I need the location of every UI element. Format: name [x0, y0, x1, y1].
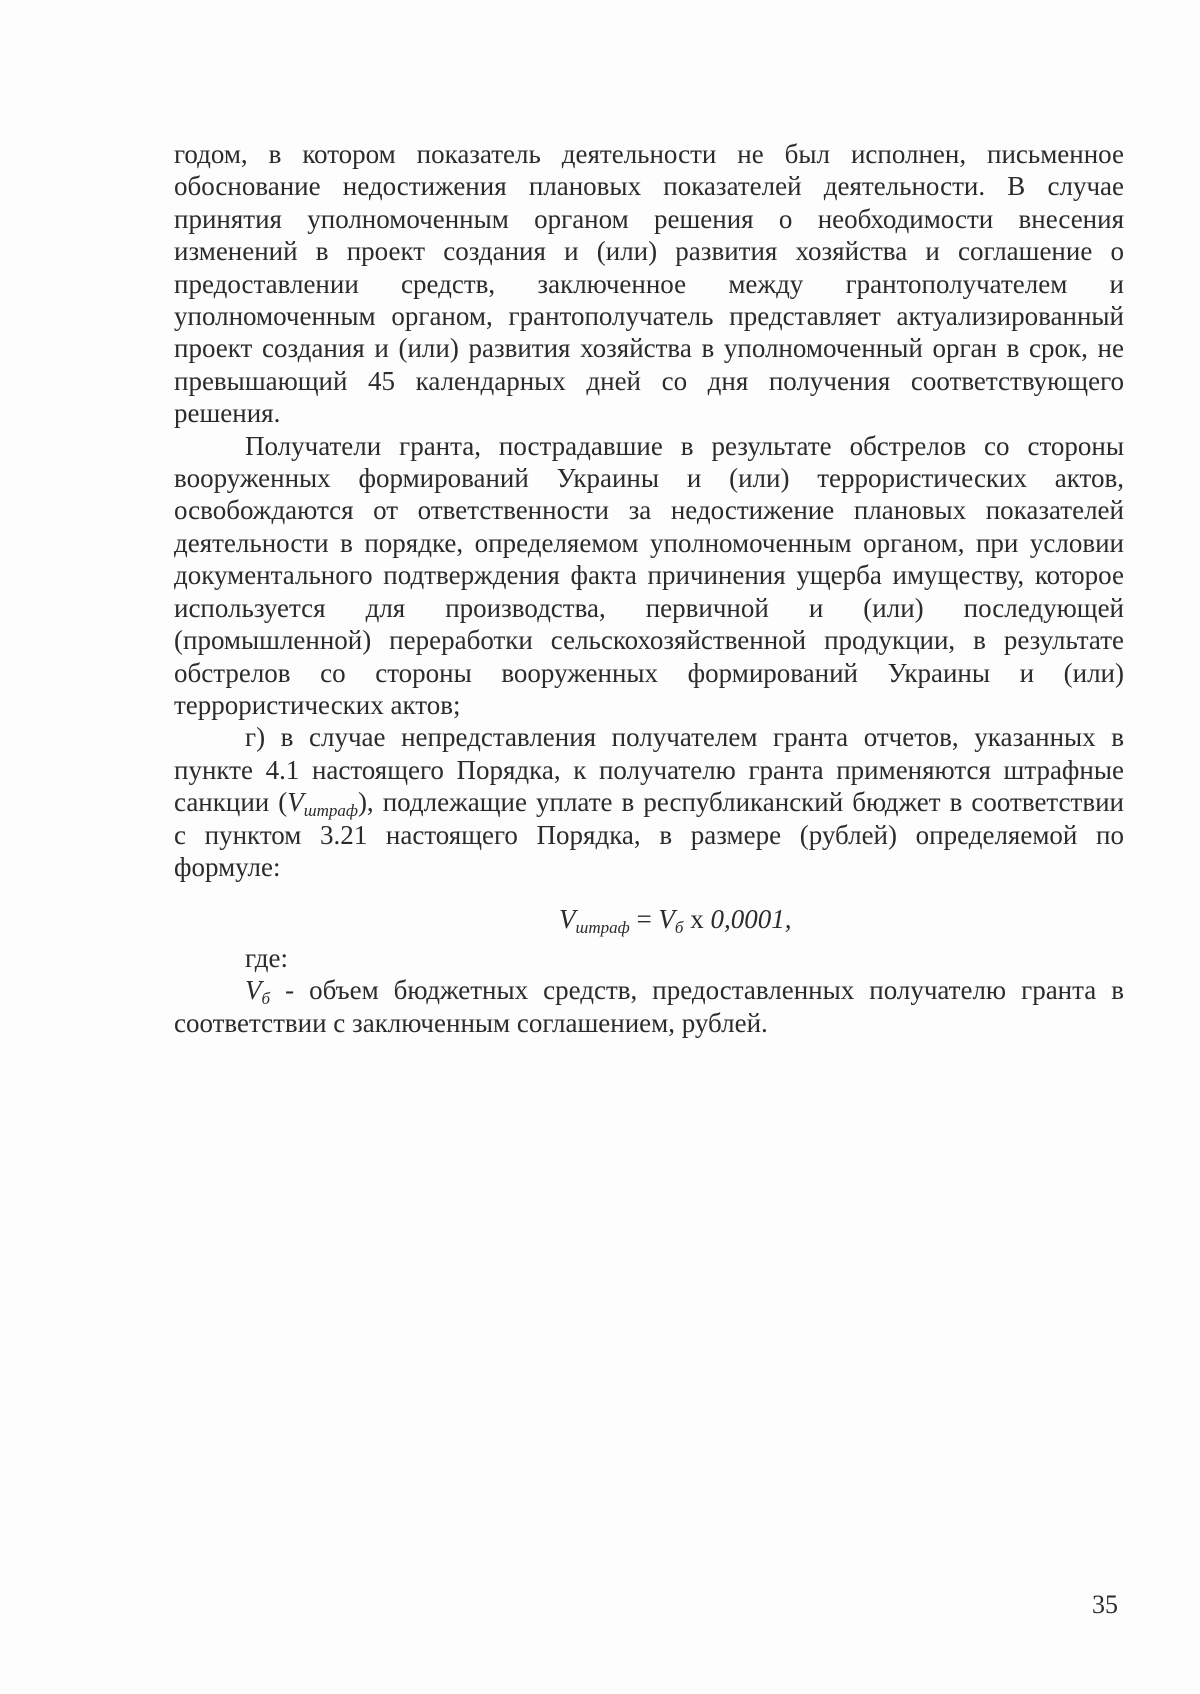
formula-equals: =: [629, 904, 659, 935]
where-label: где:: [245, 942, 288, 973]
formula-lhs-main: V: [559, 904, 576, 935]
body-text: [174, 138, 1124, 1039]
definition-budget-volume: [174, 974, 1124, 1039]
penalty-formula: [174, 903, 1124, 938]
penalty-text-after: ), подлежащие уплате в республиканский бюджет в соответствии с пунктом 3.21 настоящего Порядка, в размере (рублей) определяемой по формуле:: [174, 787, 1124, 882]
definition-symbol: [245, 975, 271, 1009]
definition-symbol-main: V: [245, 975, 262, 1006]
formula-rhs-main: V: [658, 904, 675, 935]
formula-coefficient: 0,0001,: [710, 904, 792, 935]
penalty-variable: [287, 787, 358, 821]
paragraph-exemption: Получатели гранта, пострадавшие в результате обстрелов со стороны вооруженных формирований Украины и (или) террористических актов, освобождаются от ответственности за недостижение плановых показателей деятельности в порядке, определяемом уполномоченным органом, при условии документального подтверждения факта причинения ущерба имуществу, которое используется для производства, первичной и (или) последующей (промышленной) переработки сельскохозяйственной продукции, в результате обстрелов со стороны вооруженных формирований Украины и (или) террористических актов;: [174, 430, 1124, 720]
formula-lhs-subscript: штраф: [575, 918, 630, 938]
formula-rhs-subscript: б: [674, 918, 684, 938]
definition-text: - объем бюджетных средств, предоставленных получателю гранта в соответствии с заключенным соглашением, рублей.: [174, 975, 1124, 1038]
penalty-variable-main: V: [287, 787, 304, 818]
page-number: 35: [1092, 1590, 1118, 1619]
penalty-variable-subscript: штраф: [303, 801, 358, 821]
definition-symbol-subscript: б: [261, 989, 271, 1009]
penalty-text-before: г) в случае непредставления получателем гранта отчетов, указанных в пункте 4.1 настоящего Порядка, к получателю гранта применяются штрафные санкции (: [174, 722, 1124, 818]
formula-times: х: [683, 904, 711, 935]
paragraph-continuation: годом, в котором показатель деятельности не был исполнен, письменное обоснование недостижения плановых показателей деятельности. В случае принятия уполномоченным органом решения о необходимости внесения изменений в проект создания и (или) развития хозяйства и соглашение о предоставлении средств, заключенное между грантополучателем и уполномоченным органом, грантополучатель представляет актуализированный проект создания и (или) развития хозяйства в уполномоченный орган в срок, не превышающий 45 календарных дней со дня получения соответствующего решения.: [174, 139, 1124, 429]
paragraph-penalty: [174, 721, 1124, 883]
